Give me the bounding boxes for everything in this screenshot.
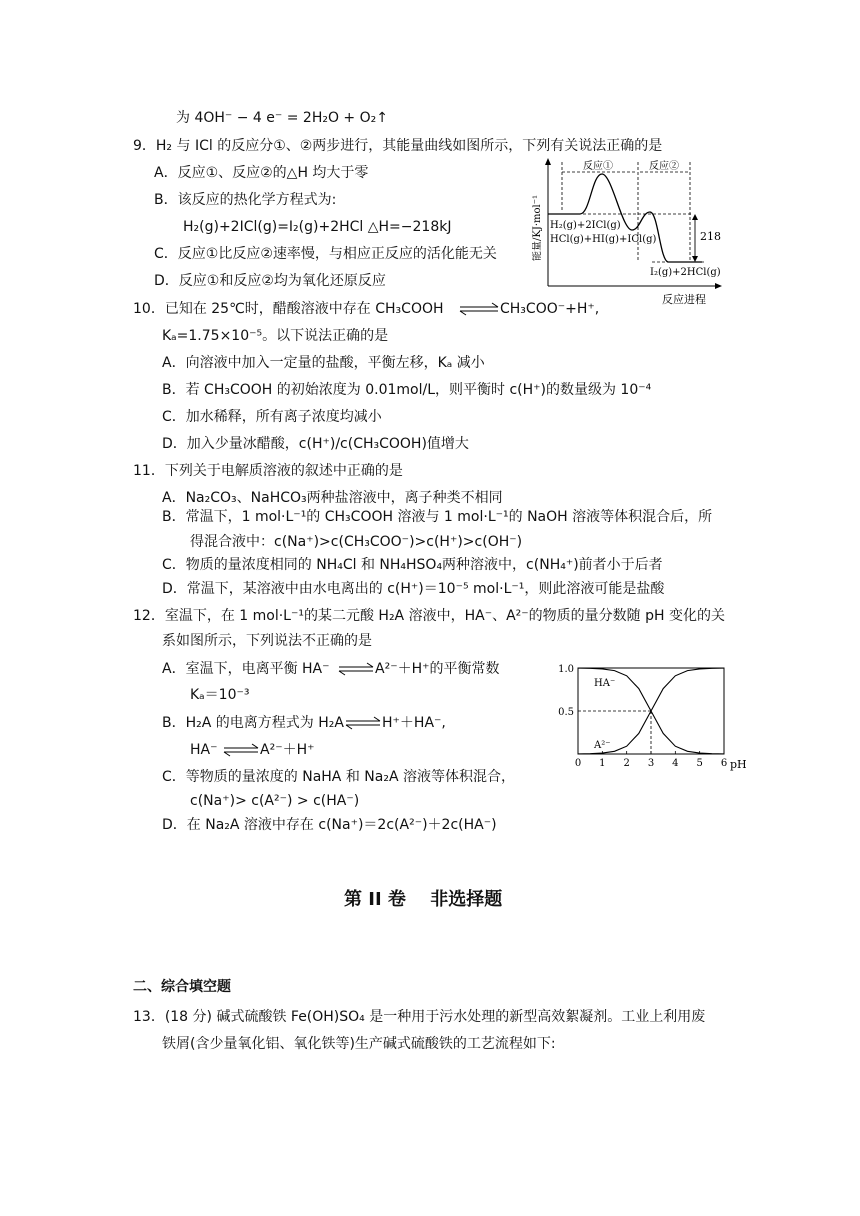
x-tick-label: 5 [696,758,703,769]
question-13-stem: 13．(18 分) 碱式硫酸铁 Fe(OH)SO₄ 是一种用于污水处理的新型高效絮凝剂。工业上利用废 [133,1009,706,1025]
q12-option-b: B．H₂A 的电离方程式为 H₂A [162,715,344,731]
q12-option-a: A．室温下，电离平衡 HA⁻ [162,661,330,677]
x-tick-label: 1 [599,758,606,769]
q12-option-b-right: H⁺＋HA⁻, [382,715,446,731]
section-2-heading: 二、综合填空题 [133,979,231,995]
x-tick-label: 6 [720,758,728,769]
series-label-ha: HA⁻ [594,678,616,689]
q12-option-d: D．在 Na₂A 溶液中存在 c(Na⁺)＝2c(A²⁻)＋2c(HA⁻) [162,817,497,833]
fraction-ph-chart [550,660,750,778]
q11-option-c: C．物质的量浓度相同的 NH₄Cl 和 NH₄HSO₄两种溶液中，c(NH₄⁺)前者小于后者 [162,557,663,573]
q9-option-a: A．反应①、反应②的△H 均大于零 [154,165,369,181]
question-11-stem: 11．下列关于电解质溶液的叙述中正确的是 [133,463,403,479]
q11-option-d: D．常温下，某溶液中由水电离出的 c(H⁺)＝10⁻⁵ mol·L⁻¹，则此溶液可能是盐酸 [162,581,665,597]
q10-option-b: B．若 CH₃COOH 的初始浓度为 0.01mol/L，则平衡时 c(H⁺)的数量级为 10⁻⁴ [162,382,652,398]
q11-option-b-line2: 得混合液中：c(Na⁺)>c(CH₃COO⁻)>c(H⁺)>c(OH⁻) [190,534,523,550]
question-10-stem: 10．已知在 25℃时，醋酸溶液中存在 CH₃COOH [133,301,444,317]
question-9-stem: 9．H₂ 与 ICl 的反应分①、②两步进行，其能量曲线如图所示，下列有关说法正确的是 [133,138,663,154]
energy-ylabel: 能量/KJ·mol⁻¹ [532,194,543,262]
label-step-2: 反应② [649,161,679,172]
energy-xlabel: 反应进程 [662,293,706,306]
energy-diagram [532,158,722,306]
question-13-stem-line2: 铁屑(含少量氧化铝、氧化铁等)生产碱式硫酸铁的工艺流程如下: [162,1036,556,1052]
y-tick-label: 1.0 [558,664,574,675]
q12-option-b-line2-right: A²⁻＋H⁺ [260,742,315,758]
equilibrium-arrow-icon [222,743,260,757]
q9-option-c: C．反应①比反应②速率慢，与相应正反应的活化能无关 [154,246,497,262]
q9-option-b-equation: H₂(g)+2ICl(g)=I₂(g)+2HCl △H=−218kJ [183,219,452,235]
q12-option-c-line2: c(Na⁺)> c(A²⁻) > c(HA⁻) [190,793,360,809]
series-label-a2: A²⁻ [594,740,611,751]
q12-option-a-right: A²⁻＋H⁺的平衡常数 [375,661,500,677]
x-tick-label: 3 [647,758,655,769]
x-axis-label: pH [730,758,747,771]
level-hcl-hi-icl: HCl(g)+HI(g)+ICl(g) [550,234,657,245]
q10-option-a: A．向溶液中加入一定量的盐酸，平衡左移，Kₐ 减小 [162,355,485,371]
q10-ka: Kₐ=1.75×10⁻⁵。以下说法正确的是 [162,328,389,344]
q12-option-b-line2: HA⁻ [190,742,218,758]
q10-equation-right: CH₃COO⁻+H⁺, [500,301,600,317]
y-tick-label: 0.5 [558,707,574,718]
label-step-1: 反应① [583,161,613,172]
energy-curve [548,174,702,262]
level-i2-hcl: I₂(g)+2HCl(g) [650,267,721,278]
q10-option-c: C．加水稀释，所有离子浓度均减小 [162,409,382,425]
question-12-stem-line2: 系如图所示，下列说法不正确的是 [162,633,372,649]
equilibrium-arrow-icon [458,302,500,316]
equilibrium-arrow-icon [337,662,375,676]
q9-option-d: D．反应①和反应②均为氧化还原反应 [154,273,386,289]
delta-218: 218 [700,230,721,243]
q10-option-d: D．加入少量冰醋酸，c(H⁺)/c(CH₃COOH)值增大 [162,436,469,452]
q11-option-a: A．Na₂CO₃、NaHCO₃两种盐溶液中，离子种类不相同 [162,490,503,506]
x-tick-label: 2 [623,758,630,769]
x-tick-label: 4 [672,758,679,769]
part-2-title: 第 II 卷 非选择题 [344,889,503,910]
q11-option-b: B．常温下，1 mol·L⁻¹的 CH₃COOH 溶液与 1 mol·L⁻¹的 NaOH 溶液等体积混合后，所 [162,509,713,525]
q12-option-c: C．等物质的量浓度的 NaHA 和 Na₂A 溶液等体积混合， [162,769,515,785]
line-continuation: 为 4OH⁻ − 4 e⁻ = 2H₂O + O₂↑ [176,110,388,126]
level-h2-icl: H₂(g)+2ICl(g) [550,220,621,231]
q12-option-a-ka: Kₐ＝10⁻³ [190,687,250,703]
q9-option-b: B．该反应的热化学方程式为: [154,192,337,208]
x-tick-label: 0 [574,758,582,769]
equilibrium-arrow-icon [344,716,382,730]
question-12-stem: 12．室温下，在 1 mol·L⁻¹的某二元酸 H₂A 溶液中，HA⁻、A²⁻的物质的量分数随 pH 变化的关 [133,608,725,624]
